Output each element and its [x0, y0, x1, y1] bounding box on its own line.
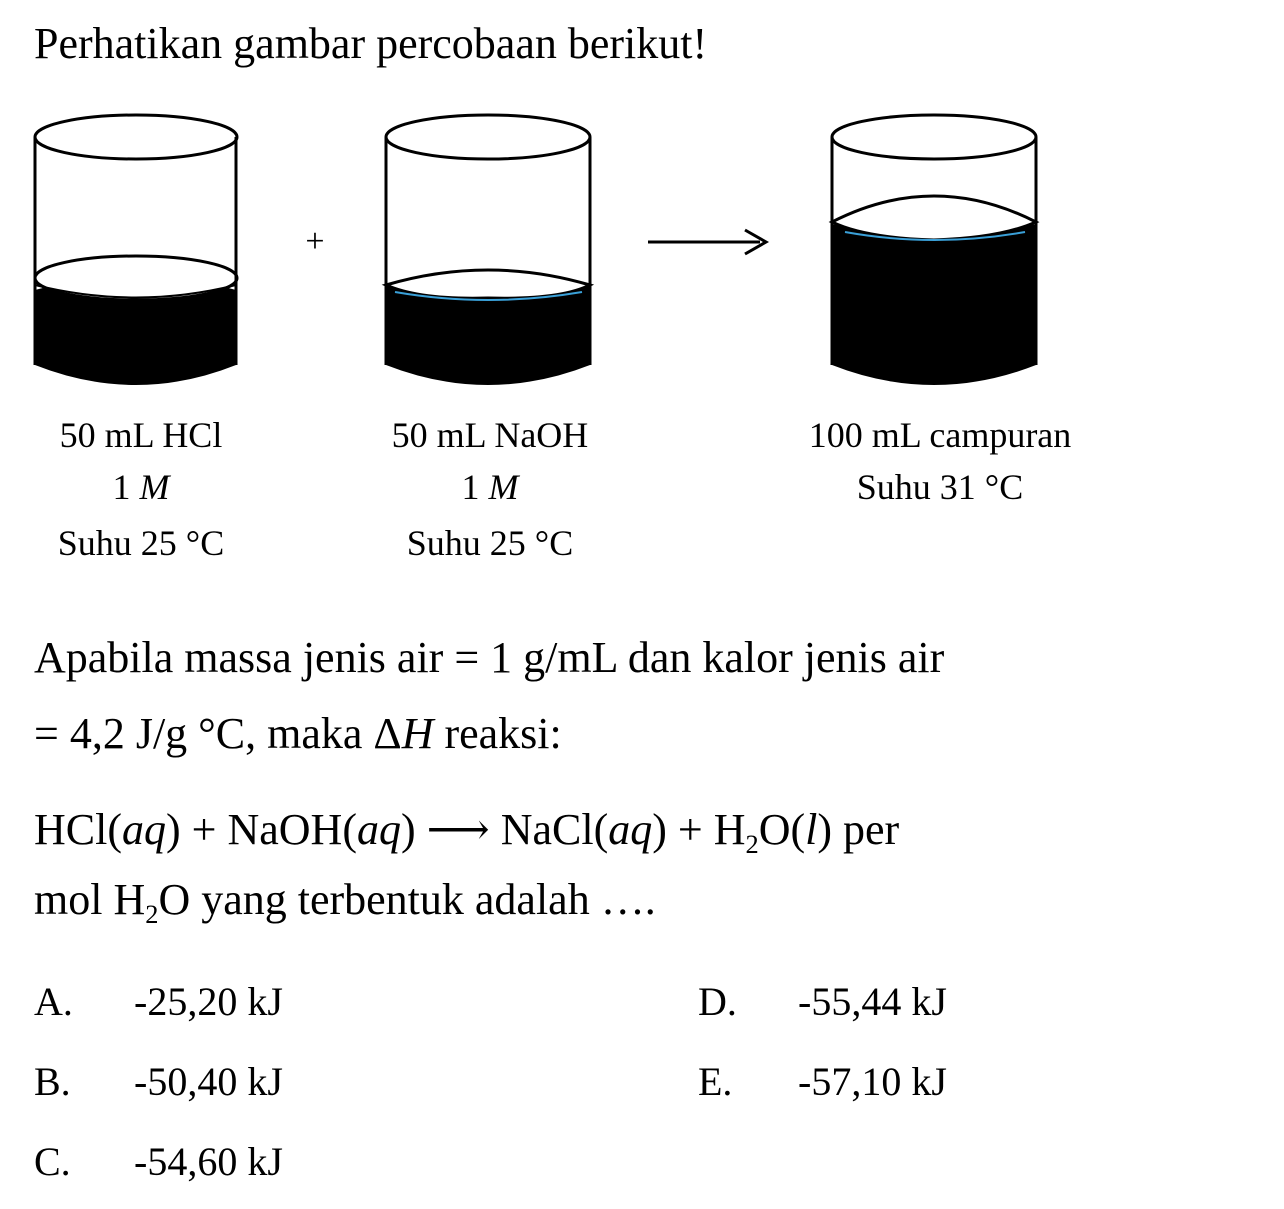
beaker-naoh-concentration: 1 M — [461, 467, 519, 507]
beaker-hcl — [35, 115, 237, 385]
reaction-equation: HCl(aq) + NaOH(aq) ⟶ NaCl(aq) + $H_2O(l)$ per — [34, 805, 900, 860]
plus-sign: + — [305, 223, 325, 260]
beaker-naoh — [386, 115, 590, 385]
page-title: Perhatikan gambar percobaan berikut! — [34, 19, 708, 68]
beaker-hcl-temperature: Suhu 25 °C — [57, 523, 225, 563]
beaker-naoh-temperature: Suhu 25 °C — [406, 523, 574, 563]
option-b[interactable]: B. -50,40 kJ — [34, 1059, 283, 1104]
beaker-mixture — [832, 115, 1036, 385]
option-c[interactable]: C. -54,60 kJ — [34, 1139, 283, 1184]
experiment-diagram — [0, 0, 1284, 600]
option-d[interactable]: D. -55,44 kJ — [698, 979, 947, 1024]
beaker-hcl-concentration: 1 M — [112, 467, 170, 507]
beaker-mixture-temperature: Suhu 31 °C — [856, 467, 1024, 507]
option-a[interactable]: A. -25,20 kJ — [34, 979, 283, 1024]
reaction-arrow — [648, 230, 766, 254]
beaker-naoh-volume: 50 mL NaOH — [391, 415, 589, 455]
question-line-1: Apabila massa jenis air = 1 g/mL dan kalor jenis air — [34, 633, 945, 682]
question-line-4: mol $H_2O$ yang terbentuk adalah …. — [34, 875, 656, 930]
option-e[interactable]: E. -57,10 kJ — [698, 1059, 947, 1104]
question-line-2: = 4,2 J/g °C, maka ΔH reaksi: — [34, 709, 562, 758]
beaker-hcl-volume: 50 mL HCl — [59, 415, 223, 455]
beaker-mixture-volume: 100 mL campuran — [808, 415, 1072, 455]
